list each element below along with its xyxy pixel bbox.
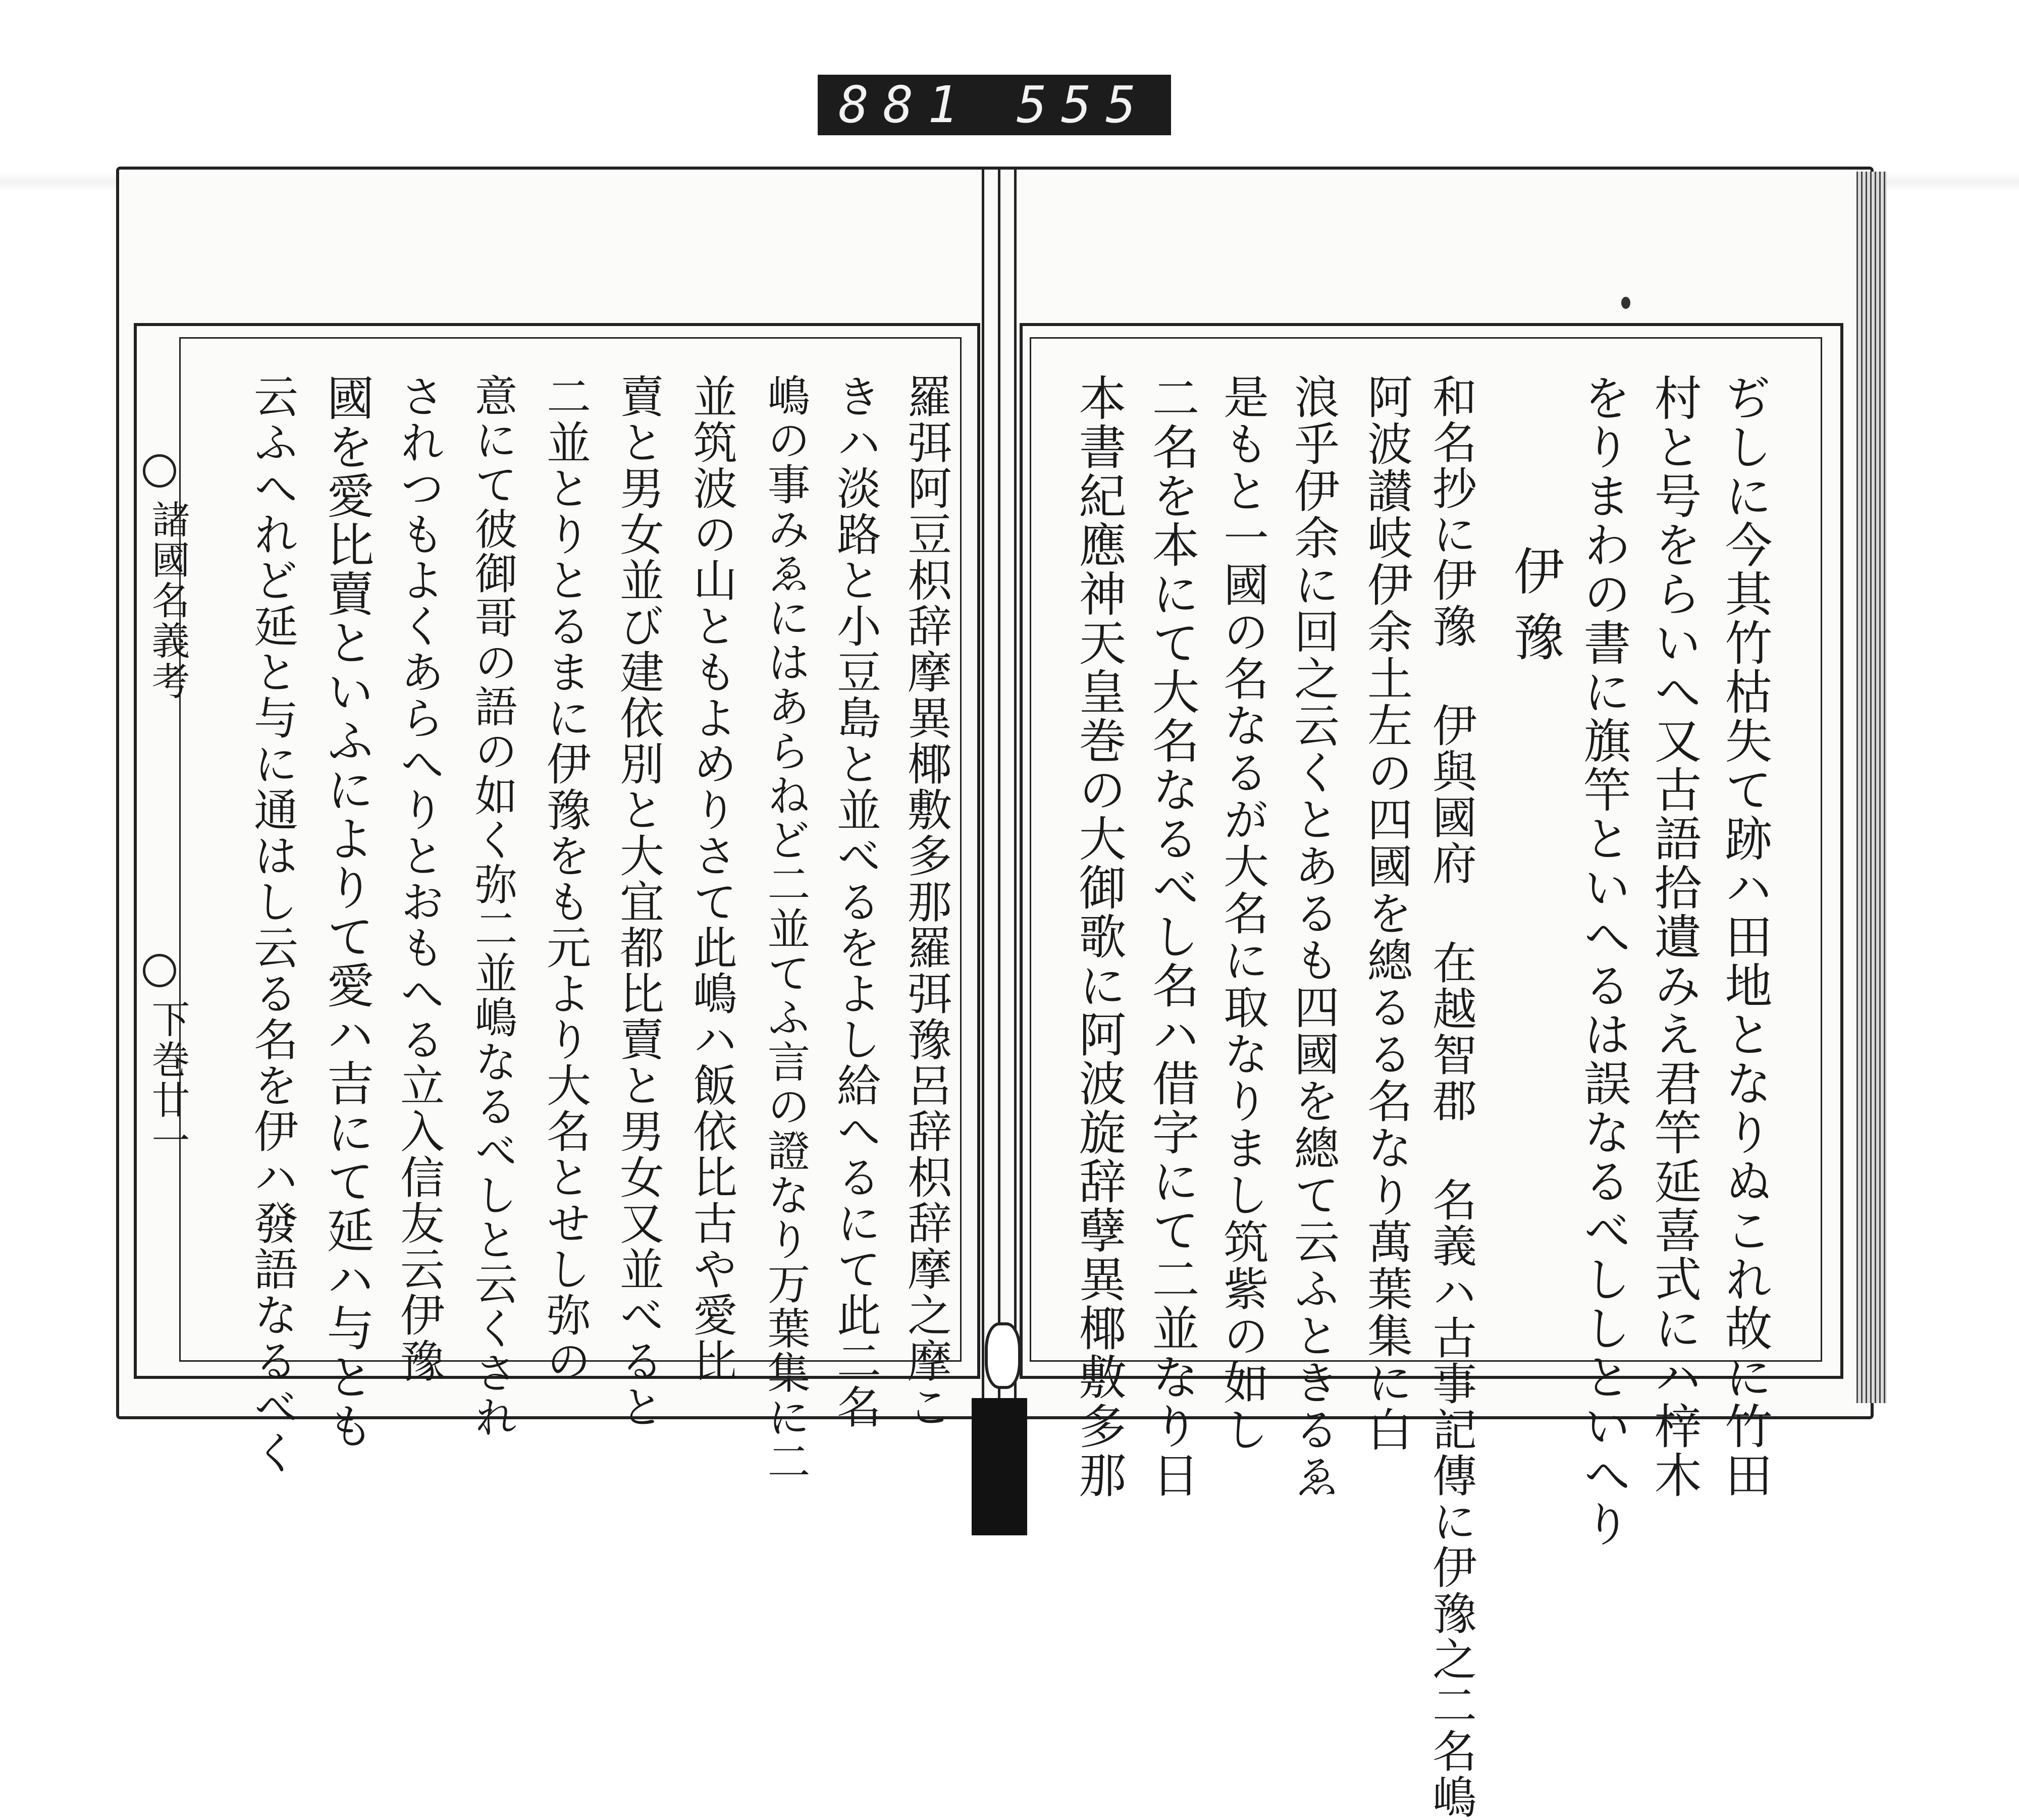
text-column: 並筑波の山ともよめりさて此嶋ハ飯依比古や愛比: [686, 373, 738, 1384]
text-column: 二名を本にて大名なるべし名ハ借字にて二並なり日: [1144, 373, 1199, 1500]
spine-line: [982, 167, 984, 1504]
text-column: 云ふへれど延と与に通はし云る名を伊ハ發語なるべく: [247, 373, 299, 1476]
circle-mark-icon: [143, 454, 176, 488]
text-column: をりまわの書に旗竿といへるは誤なるべししといへり: [1575, 373, 1630, 1548]
text-column: 國を愛比賣といふによりて愛ハ吉にて延ハ与とも: [318, 373, 374, 1451]
text-column: 是もと一國の名なるが大名に取なりまし筑紫の如し: [1215, 373, 1268, 1453]
text-column: されつもよくあらへりとおもへる立入信友云伊豫: [393, 373, 445, 1384]
archive-label: 881 555: [818, 75, 1171, 135]
section-heading: 伊豫: [1505, 545, 1564, 676]
spine-line: [1014, 167, 1017, 1504]
page-edge: [1856, 172, 1887, 1403]
text-column: 本書紀應神天皇巻の大御歌に阿波旋辞孽異椰敷多那: [1071, 373, 1126, 1500]
text-column: きハ淡路と小豆島と並べるをよし給へるにて此二名: [830, 373, 882, 1430]
text-column: 嶋の事みゑにはあらねど二並てふ言の證なり万葉集に二: [760, 373, 810, 1484]
text-column: 阿波讃岐伊余土左の四國を總るる名なり萬葉集に白: [1359, 373, 1412, 1453]
text-column: 浪乎伊余に回之云くとあるも四國を總て云ふときるゑ: [1286, 373, 1339, 1500]
circle-mark-icon: [143, 954, 176, 987]
ink-spot: [1621, 297, 1630, 309]
spine-line: [998, 167, 1000, 1504]
text-column: 賣と男女並び建依別と大宜都比賣と男女又並べると: [613, 373, 665, 1430]
binding-knot: [985, 1322, 1021, 1389]
binding-tassel: [972, 1398, 1027, 1535]
text-column: 和名抄に伊豫 伊與國府 在越智郡 名義ハ古事記傳に伊豫之二名嶋: [1425, 373, 1477, 1820]
text-column: 村と号をらいへ又古語拾遺みえ君竿延喜式にハ梓木: [1646, 373, 1701, 1500]
text-column: 羅弭阿豆枳辞摩異椰敷多那羅弭豫呂辞枳辞摩之摩こ: [900, 373, 952, 1430]
text-column: 二並とりとるまに伊豫をも元より大名とせし弥の: [540, 373, 592, 1384]
book-spine: [982, 167, 1017, 1504]
text-column: 意にて彼御哥の語の如く弥二並嶋なるべしと云くされ: [467, 373, 517, 1439]
text-column: ぢしに今其竹枯失て跡ハ田地となりぬこれ故に竹田: [1717, 373, 1772, 1500]
volume-page: 下巻廿一: [145, 999, 190, 1161]
book-title: 諸國名義考: [145, 500, 190, 702]
